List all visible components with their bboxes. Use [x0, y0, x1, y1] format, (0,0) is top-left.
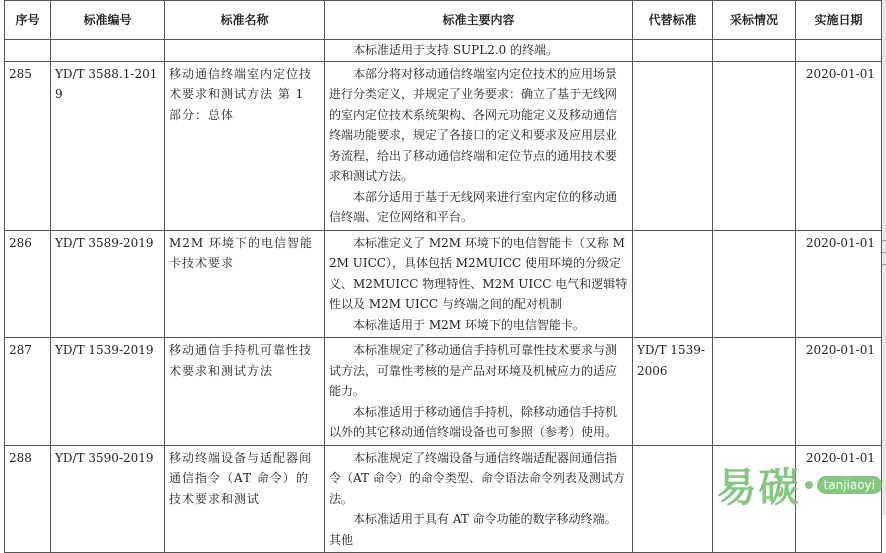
cell-adoption — [713, 230, 796, 338]
cell-date: 2020-01-01 — [796, 445, 882, 553]
header-replaces: 代替标准 — [633, 1, 713, 40]
cell-no: 285 — [5, 61, 51, 230]
cell-code: YD/T 3590-2019 — [51, 445, 165, 553]
continuation-row — [5, 40, 882, 62]
cell-content: 本部分将对移动通信终端室内定位技术的应用场景进行分类定义，并规定了业务要求：确立了基于无线网的室内定位技术系统架构、各网元功能定义及移动通信终端功能要求，规定了各接口的定义和要求及应用层业务流程，给出了移动通信终端和定位节点的通用技术要求和测试方法。 本部分适用于基于无线网来进行室内定位的移动通信终端、定位网络和平台。 — [325, 61, 633, 230]
cell-code: YD/T 1539-2019 — [51, 338, 165, 446]
header-code: 标准编号 — [51, 1, 165, 40]
cell-name: 移动通信终端室内定位技术要求和测试方法 第 1 部分：总体 — [165, 61, 325, 230]
header-no: 序号 — [5, 1, 51, 40]
watermark-logo: 易碳 — [716, 465, 801, 511]
cell-content: 本标准规定了终端设备与通信终端适配器间通信指令（AT 命令）的命令类型、命令语法命令列表及测试方法。 本标准适用于具有 AT 命令功能的数字移动终端。其他 — [325, 445, 633, 553]
cell-date: 2020-01-01 — [796, 230, 882, 338]
cell-content: 本标准规定了移动通信手持机可靠性技术要求与测试方法，可靠性考核的是产品对环境及机械应力的适应能力。 本标准适用于移动通信手持机，除移动通信手持机以外的其它移动通信终端设备也可参照（参考）使用。 — [325, 338, 633, 446]
cell-code: YD/T 3589-2019 — [51, 230, 165, 338]
cell-adoption — [713, 338, 796, 446]
table-row — [5, 61, 882, 230]
cell-replaces: YD/T 1539-2006 — [633, 338, 713, 446]
watermark-site: tanjiaoyi — [817, 476, 882, 494]
header-name: 标准名称 — [165, 1, 325, 40]
continuation-content: 本标准适用于支持 SUPL2.0 的终端。 — [325, 40, 633, 62]
cell-replaces — [633, 230, 713, 338]
cell-content: 本标准定义了 M2M 环境下的电信智能卡（又称 M2M UICC），具体包括 M2MUICC 使用环境的分级定义、M2MUICC 物理特性、M2M UICC 电气和逻辑特性以及 M2M UICC 与终端之间的配对机制 本标准适用于 M2M 环境下的电信智能卡。 — [325, 230, 633, 338]
cell-adoption — [713, 61, 796, 230]
cell-name: 移动通信手持机可靠性技术要求和测试方法 — [165, 338, 325, 446]
cell-date: 2020-01-01 — [796, 61, 882, 230]
header-adoption: 采标情况 — [713, 1, 796, 40]
cell-name: M2M 环境下的电信智能卡技术要求 — [165, 230, 325, 338]
cell-name: 移动终端设备与适配器间通信指令（AT 命令）的技术要求和测试 — [165, 445, 325, 553]
cell-no: 287 — [5, 338, 51, 446]
table-row — [5, 338, 882, 446]
page-scroll-edge — [882, 0, 886, 515]
header-content: 标准主要内容 — [325, 1, 633, 40]
watermark-dot-icon — [805, 481, 813, 489]
cell-no: 288 — [5, 445, 51, 553]
cell-code: YD/T 3588.1-2019 — [51, 61, 165, 230]
cell-date: 2020-01-01 — [796, 338, 882, 446]
cell-no: 286 — [5, 230, 51, 338]
watermark — [717, 456, 882, 513]
header-date: 实施日期 — [796, 1, 882, 40]
cell-replaces — [633, 445, 713, 553]
cell-replaces — [633, 61, 713, 230]
table-row — [5, 230, 882, 338]
header-row — [5, 1, 882, 40]
